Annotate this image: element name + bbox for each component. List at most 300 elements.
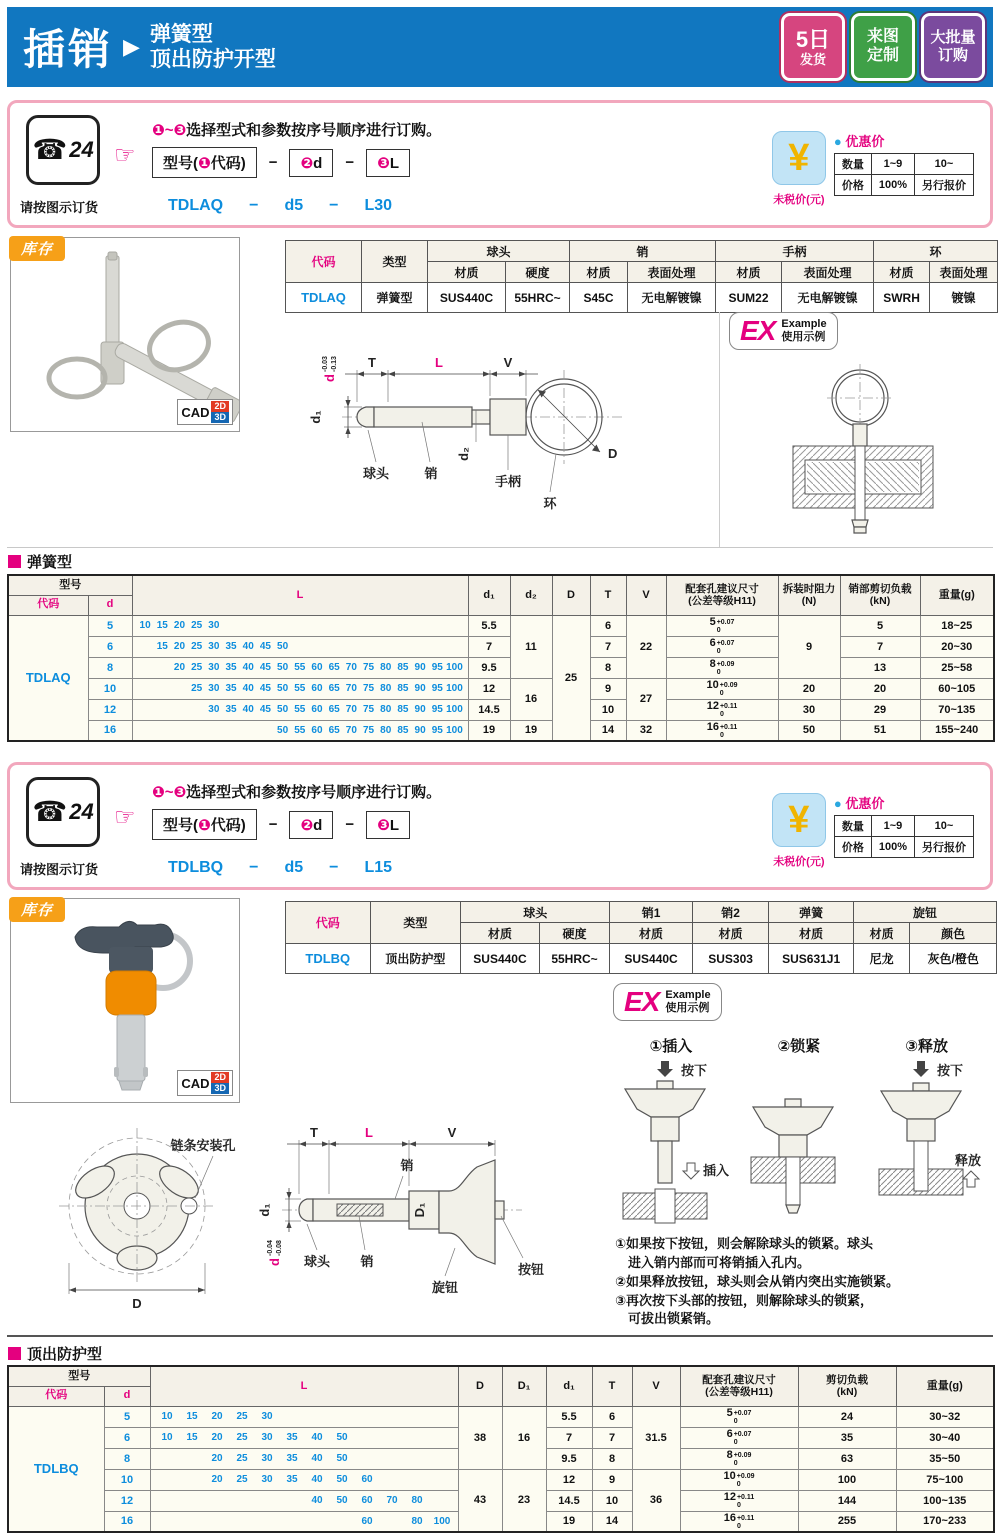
spec-cell: S45C bbox=[570, 283, 628, 313]
cell-hole: 10 +0.09 0 bbox=[666, 678, 778, 699]
table-row bbox=[834, 837, 973, 858]
spec-cell: 顶出防护型 bbox=[370, 944, 461, 974]
cell-weight: 70~135 bbox=[920, 699, 994, 720]
sub-header: 表面处理 bbox=[628, 262, 716, 283]
cell-D: 25 bbox=[552, 615, 590, 741]
col-header-D1: D₁ bbox=[502, 1366, 546, 1406]
cell-d: 6 bbox=[88, 636, 132, 657]
spec-cell: 55HRC~ bbox=[539, 944, 610, 974]
dim-D: D bbox=[132, 1296, 142, 1311]
cad-link[interactable] bbox=[177, 1070, 233, 1096]
price-cell: 10~ bbox=[915, 154, 974, 175]
badge-text: 订购 bbox=[937, 47, 968, 64]
product-photo-box bbox=[10, 898, 240, 1103]
cell-d: 5 bbox=[104, 1406, 150, 1427]
subtitle-line2: 顶出防护开型 bbox=[149, 48, 276, 71]
cell-d1: 7 bbox=[546, 1427, 592, 1448]
cell-T: 7 bbox=[590, 636, 626, 657]
price-cell: 1~9 bbox=[871, 816, 914, 837]
cell-weight: 30~32 bbox=[896, 1406, 994, 1427]
cell-hole: 8 +0.09 0 bbox=[666, 657, 778, 678]
usage-example-box bbox=[607, 983, 991, 1331]
cell-V: 31.5 bbox=[632, 1406, 680, 1469]
price-cell: 100% bbox=[871, 175, 914, 196]
cell-hole: 5 +0.07 0 bbox=[666, 615, 778, 636]
dash: − bbox=[329, 859, 339, 876]
group-header-handle: 手柄 bbox=[716, 241, 874, 262]
formula-box-L bbox=[366, 811, 410, 839]
cell-resistance: 30 bbox=[778, 699, 840, 720]
cell-d2: 19 bbox=[510, 720, 552, 741]
cell-d1: 19 bbox=[546, 1511, 592, 1532]
cell-shear: 100 bbox=[798, 1469, 896, 1490]
cell-T: 14 bbox=[590, 720, 626, 741]
cell-d1: 14.5 bbox=[468, 699, 510, 720]
sub-header: 材质 bbox=[874, 262, 930, 283]
section-label-text: 弹簧型 bbox=[27, 554, 73, 571]
price-table bbox=[834, 815, 974, 858]
col-header-code: 代码 bbox=[8, 595, 88, 615]
cell-V: 36 bbox=[632, 1469, 680, 1532]
price-panel bbox=[772, 793, 974, 869]
spec-cell: SUS440C bbox=[428, 283, 506, 313]
phone-24-icon bbox=[26, 115, 100, 185]
label-ring: 环 bbox=[543, 496, 557, 511]
cell-shear: 255 bbox=[798, 1511, 896, 1532]
label-knob: 旋钮 bbox=[431, 1280, 459, 1295]
table-row bbox=[286, 902, 997, 923]
table-row bbox=[8, 1366, 994, 1386]
cell-hole: 16 +0.11 0 bbox=[680, 1511, 798, 1532]
sub-header: 材质 bbox=[461, 923, 540, 944]
order-caption: 请按图示订货 bbox=[20, 862, 99, 877]
cell-d: 6 bbox=[104, 1427, 150, 1448]
step-markers: ❶~❸ bbox=[152, 784, 187, 801]
cell-d2: 16 bbox=[510, 678, 552, 720]
order-formula bbox=[152, 147, 410, 178]
cell-d2: 11 bbox=[510, 615, 552, 678]
dim-d: d bbox=[267, 1258, 282, 1266]
cell-d1: 5.5 bbox=[546, 1406, 592, 1427]
table-row bbox=[8, 657, 994, 678]
cell-d1: 7 bbox=[468, 636, 510, 657]
price-title-text: 优惠价 bbox=[845, 134, 885, 149]
price-cell: 数量 bbox=[834, 154, 871, 175]
label-pin: 销 bbox=[424, 466, 438, 481]
dash: − bbox=[268, 154, 278, 171]
cell-shear: 29 bbox=[840, 699, 920, 720]
price-panel bbox=[772, 131, 974, 207]
col-header-T: T bbox=[592, 1366, 632, 1406]
cell-d: 16 bbox=[88, 720, 132, 741]
col-header-shear: 销部剪切负载 (kN) bbox=[840, 575, 920, 615]
order-example bbox=[168, 197, 392, 215]
example-model-code: TDLBQ bbox=[168, 859, 224, 876]
sub-header: 表面处理 bbox=[782, 262, 874, 283]
step-label-release: ③释放 bbox=[905, 1038, 948, 1055]
col-header-code: 代码 bbox=[286, 902, 371, 944]
arrow-icon: ▶ bbox=[123, 34, 140, 59]
dim-T: T bbox=[368, 355, 376, 370]
tech-drawing-spring-pin bbox=[300, 312, 720, 544]
sub-header: 硬度 bbox=[539, 923, 610, 944]
table-row bbox=[286, 283, 998, 313]
phone-24-number: 24 bbox=[69, 137, 94, 162]
note-line: 进入销内部而可将销插入孔内。 bbox=[615, 1254, 811, 1270]
formula-box-d bbox=[289, 811, 333, 839]
sub-header: 硬度 bbox=[506, 262, 570, 283]
cell-D: 43 bbox=[458, 1469, 502, 1532]
example-step-figures bbox=[607, 1059, 991, 1231]
cell-weight: 75~100 bbox=[896, 1469, 994, 1490]
cell-shear: 51 bbox=[840, 720, 920, 741]
cell-T: 9 bbox=[592, 1469, 632, 1490]
col-header-V: V bbox=[626, 575, 666, 615]
formula-box-model bbox=[152, 809, 257, 840]
step-2-marker: ❷ bbox=[300, 816, 314, 834]
group-header-knob: 旋钮 bbox=[853, 902, 996, 923]
cell-D1: 16 bbox=[502, 1406, 546, 1469]
sub-header: 材质 bbox=[428, 262, 506, 283]
cad-2d-tag: 2D bbox=[211, 401, 229, 412]
formula-text: 代码) bbox=[210, 817, 246, 834]
table-row bbox=[834, 154, 973, 175]
example-d-value: d5 bbox=[284, 859, 304, 876]
usage-example-drawing bbox=[729, 358, 991, 543]
label-pin-top: 销 bbox=[400, 1158, 414, 1173]
label-chain-hole: 链条安装孔 bbox=[170, 1138, 236, 1153]
sub-header: 材质 bbox=[570, 262, 628, 283]
cell-shear: 24 bbox=[798, 1406, 896, 1427]
cell-D1: 23 bbox=[502, 1469, 546, 1532]
sub-header: 材质 bbox=[692, 923, 769, 944]
col-header-D: D bbox=[458, 1366, 502, 1406]
formula-box-d bbox=[289, 149, 333, 177]
phone-24-icon bbox=[26, 777, 100, 847]
sub-header: 材质 bbox=[610, 923, 693, 944]
example-L-value: L30 bbox=[364, 197, 393, 214]
sub-header: 材质 bbox=[853, 923, 909, 944]
group-header-ball: 球头 bbox=[428, 241, 570, 262]
badge-text: 5日 bbox=[795, 26, 831, 52]
spec-cell: SUS303 bbox=[692, 944, 769, 974]
cell-d: 10 bbox=[88, 678, 132, 699]
label-ball-head: 球头 bbox=[303, 1254, 331, 1269]
group-header-ring: 环 bbox=[874, 241, 998, 262]
price-table bbox=[834, 153, 974, 196]
insert-label: 插入 bbox=[703, 1163, 730, 1178]
badge-5day-shipping bbox=[781, 13, 845, 81]
cell-L-list: 20 25 30 35 40 50 bbox=[150, 1448, 458, 1469]
sub-header: 材质 bbox=[769, 923, 854, 944]
spec-cell: 灰色/橙色 bbox=[910, 944, 997, 974]
spring-type-table bbox=[7, 574, 995, 742]
example-L-value: L15 bbox=[364, 859, 393, 876]
ex-caption-cn: 使用示例 bbox=[665, 1002, 710, 1014]
order-guide-tdlaq bbox=[7, 100, 993, 228]
badge-text: 发货 bbox=[799, 51, 826, 67]
page-title: 插销 bbox=[23, 26, 114, 73]
table-row bbox=[834, 816, 973, 837]
bullet-icon: ● bbox=[833, 796, 842, 811]
dim-d-sup: -0.03 bbox=[322, 356, 329, 372]
cell-d: 5 bbox=[88, 615, 132, 636]
cell-hole: 16 +0.11 0 bbox=[666, 720, 778, 741]
col-header-d: d bbox=[88, 595, 132, 615]
cell-d1: 9.5 bbox=[468, 657, 510, 678]
step-1-marker: ❶ bbox=[198, 817, 211, 834]
note-line: ②如果释放按钮，球头则会从销内突出实施锁紧。 bbox=[615, 1273, 900, 1289]
spec-cell: SUS631J1 bbox=[769, 944, 854, 974]
step-figure-release bbox=[863, 1059, 991, 1231]
cell-T: 10 bbox=[592, 1490, 632, 1511]
col-header-shear: 剪切负载 (kN) bbox=[798, 1366, 896, 1406]
dim-d2: d₂ bbox=[456, 447, 471, 461]
sub-header: 颜色 bbox=[910, 923, 997, 944]
cell-weight: 170~233 bbox=[896, 1511, 994, 1532]
step-1-marker: ❶ bbox=[198, 155, 211, 172]
col-header-weight: 重量(g) bbox=[920, 575, 994, 615]
step-label-lock: ②锁紧 bbox=[777, 1038, 821, 1055]
cad-2d-tag: 2D bbox=[211, 1072, 229, 1083]
table-row bbox=[8, 678, 994, 699]
cell-shear: 7 bbox=[840, 636, 920, 657]
sub-header: 表面处理 bbox=[930, 262, 998, 283]
dim-T: T bbox=[310, 1125, 318, 1140]
tax-note: 未税价(元) bbox=[773, 856, 825, 868]
cell-weight: 60~105 bbox=[920, 678, 994, 699]
spec-cell: 55HRC~ bbox=[506, 283, 570, 313]
discount-price-title bbox=[834, 131, 974, 150]
badge-bulk-order bbox=[921, 13, 985, 81]
example-steps bbox=[607, 1035, 991, 1056]
cell-weight: 20~30 bbox=[920, 636, 994, 657]
section-marker-icon bbox=[8, 555, 21, 568]
col-header-d1: d₁ bbox=[546, 1366, 592, 1406]
col-header-model: 型号 bbox=[8, 1366, 150, 1386]
step-2-marker: ❷ bbox=[300, 154, 314, 172]
order-guide-tdlbq bbox=[7, 762, 993, 890]
cell-hole: 10 +0.09 0 bbox=[680, 1469, 798, 1490]
page-header bbox=[7, 7, 993, 87]
dash: − bbox=[345, 154, 355, 171]
col-header-weight: 重量(g) bbox=[896, 1366, 994, 1406]
release-label: 释放 bbox=[955, 1153, 982, 1168]
col-header-type: 类型 bbox=[362, 241, 428, 283]
col-header-resistance: 拆装时阻力 (N) bbox=[778, 575, 840, 615]
cell-hole: 5 +0.07 0 bbox=[680, 1406, 798, 1427]
price-title-text: 优惠价 bbox=[845, 796, 885, 811]
note-line: ③再次按下头部的按钮，则解除球头的锁紧， bbox=[615, 1292, 874, 1308]
col-header-V: V bbox=[632, 1366, 680, 1406]
dim-d-sup: -0.04 bbox=[267, 1240, 274, 1256]
cell-shear: 63 bbox=[798, 1448, 896, 1469]
cell-hole: 12 +0.11 0 bbox=[680, 1490, 798, 1511]
price-cell: 另行报价 bbox=[915, 175, 974, 196]
price-cell: 价格 bbox=[834, 837, 871, 858]
dim-d-sub: -0.08 bbox=[276, 1240, 283, 1256]
cad-link[interactable] bbox=[177, 399, 233, 425]
cell-shear: 13 bbox=[840, 657, 920, 678]
cell-hole: 12 +0.11 0 bbox=[666, 699, 778, 720]
formula-text: 代码) bbox=[210, 155, 246, 172]
cell-d1: 14.5 bbox=[546, 1490, 592, 1511]
product-photo-box bbox=[10, 237, 240, 432]
cad-3d-tag: 3D bbox=[211, 412, 229, 423]
step-3-marker: ❸ bbox=[377, 816, 390, 834]
dim-V: V bbox=[503, 355, 513, 370]
cell-shear: 5 bbox=[840, 615, 920, 636]
eject-protect-table bbox=[7, 1365, 995, 1533]
label-ball-head: 球头 bbox=[362, 466, 390, 481]
col-header-model: 型号 bbox=[8, 575, 132, 595]
ex-caption-en: Example bbox=[665, 989, 711, 1002]
cell-L-list: 25 30 35 40 45 50 55 60 65 70 75 80 85 90 95 100 bbox=[132, 678, 468, 699]
badge-text: 大批量 bbox=[930, 29, 976, 47]
dash: − bbox=[345, 816, 355, 833]
subtitle-line1: 弹簧型 bbox=[149, 22, 213, 46]
cell-L-list: 20 25 30 35 40 45 50 55 60 65 70 75 80 85 90 95 100 bbox=[132, 657, 468, 678]
dash: − bbox=[329, 197, 339, 214]
step-figure-insert bbox=[607, 1059, 735, 1231]
phone-glyph: ☎ bbox=[32, 134, 68, 165]
price-cell: 价格 bbox=[834, 175, 871, 196]
spring-type-section bbox=[7, 232, 993, 548]
dim-L: L bbox=[435, 355, 443, 370]
cell-resistance: 9 bbox=[778, 615, 840, 678]
formula-text: L bbox=[389, 154, 399, 172]
order-formula bbox=[152, 809, 410, 840]
page-subtitle bbox=[150, 22, 276, 72]
formula-text: d bbox=[313, 154, 323, 172]
dim-d1: d₁ bbox=[257, 1203, 272, 1217]
cell-D: 38 bbox=[458, 1406, 502, 1469]
table-row bbox=[8, 699, 994, 720]
table-row bbox=[286, 944, 997, 974]
col-header-L: L bbox=[132, 575, 468, 615]
formula-text: L bbox=[389, 816, 399, 834]
instruction-text: 选择型式和参数按序号顺序进行订购。 bbox=[186, 122, 442, 139]
col-header-hole: 配套孔建议尺寸 (公差等级H11) bbox=[666, 575, 778, 615]
model-code: TDLAQ bbox=[286, 283, 362, 313]
dim-D: D bbox=[608, 446, 618, 461]
group-header-ball: 球头 bbox=[461, 902, 610, 923]
cell-d: 8 bbox=[88, 657, 132, 678]
step-figure-lock bbox=[735, 1059, 863, 1231]
col-header-L: L bbox=[150, 1366, 458, 1406]
cell-shear: 20 bbox=[840, 678, 920, 699]
phone-glyph: ☎ bbox=[32, 796, 68, 827]
spec-cell: 无电解镀镍 bbox=[628, 283, 716, 313]
cell-weight: 18~25 bbox=[920, 615, 994, 636]
dash: − bbox=[249, 197, 259, 214]
ex-logo-text: EX bbox=[624, 986, 660, 1017]
cell-d: 8 bbox=[104, 1448, 150, 1469]
spec-cell: SWRH bbox=[874, 283, 930, 313]
cell-d: 10 bbox=[104, 1469, 150, 1490]
bullet-icon: ● bbox=[833, 134, 842, 149]
table-row bbox=[834, 175, 973, 196]
yen-icon: ¥ bbox=[772, 131, 826, 185]
group-header-pin: 销 bbox=[570, 241, 716, 262]
price-cell: 数量 bbox=[834, 816, 871, 837]
discount-price-title bbox=[834, 793, 974, 812]
table-row bbox=[8, 636, 994, 657]
cell-T: 8 bbox=[590, 657, 626, 678]
formula-text: d bbox=[313, 816, 323, 834]
formula-text: 型号( bbox=[163, 817, 198, 834]
section-label-text: 顶出防护型 bbox=[27, 1346, 103, 1363]
step-markers: ❶~❸ bbox=[152, 122, 187, 139]
order-instruction bbox=[152, 119, 441, 140]
dim-d-sub: -0.13 bbox=[331, 356, 338, 372]
dash: − bbox=[268, 816, 278, 833]
sub-header: 材质 bbox=[716, 262, 782, 283]
price-cell: 100% bbox=[871, 837, 914, 858]
col-header-code: 代码 bbox=[286, 241, 362, 283]
example-logo bbox=[613, 983, 722, 1021]
cell-T: 10 bbox=[590, 699, 626, 720]
table-row bbox=[8, 615, 994, 636]
cell-d1: 19 bbox=[468, 720, 510, 741]
cell-L-list: 40 50 60 70 80 bbox=[150, 1490, 458, 1511]
group-header-pin1: 销1 bbox=[610, 902, 693, 923]
cell-T: 9 bbox=[590, 678, 626, 699]
cell-L-list: 30 35 40 45 50 55 60 65 70 75 80 85 90 95 100 bbox=[132, 699, 468, 720]
order-example bbox=[168, 859, 392, 877]
cell-d: 12 bbox=[104, 1490, 150, 1511]
step-3-marker: ❸ bbox=[377, 154, 390, 172]
formula-text: 型号( bbox=[163, 155, 198, 172]
eject-protect-section bbox=[7, 893, 993, 1337]
badge-custom-drawing bbox=[851, 13, 915, 81]
table-row bbox=[8, 1406, 994, 1427]
label-pin-bottom: 销 bbox=[360, 1254, 374, 1269]
col-header-hole: 配套孔建议尺寸 (公差等级H11) bbox=[680, 1366, 798, 1406]
spec-cell: 尼龙 bbox=[853, 944, 909, 974]
price-cell: 1~9 bbox=[871, 154, 914, 175]
usage-notes bbox=[615, 1235, 899, 1329]
cell-L-list: 10 15 20 25 30 35 40 50 bbox=[150, 1427, 458, 1448]
section-label-spring bbox=[8, 551, 72, 572]
order-caption: 请按图示订货 bbox=[20, 200, 99, 215]
spec-cell: 镀镍 bbox=[930, 283, 998, 313]
cell-shear: 144 bbox=[798, 1490, 896, 1511]
cell-weight: 100~135 bbox=[896, 1490, 994, 1511]
cell-L-list: 60 80 100 bbox=[150, 1511, 458, 1532]
cad-label: CAD bbox=[181, 404, 210, 420]
cell-weight: 30~40 bbox=[896, 1427, 994, 1448]
badge-text: 来图 bbox=[866, 28, 899, 46]
cell-L-list: 50 55 60 65 70 75 80 85 90 95 100 bbox=[132, 720, 468, 741]
cell-d: 12 bbox=[88, 699, 132, 720]
cell-T: 7 bbox=[592, 1427, 632, 1448]
cell-L-list: 15 20 25 30 35 40 45 50 bbox=[132, 636, 468, 657]
stock-badge: 库存 bbox=[9, 236, 65, 261]
cell-weight: 25~58 bbox=[920, 657, 994, 678]
dim-V: V bbox=[447, 1125, 457, 1140]
ex-caption-cn: 使用示例 bbox=[781, 331, 826, 343]
usage-example-box bbox=[729, 312, 991, 544]
cell-d1: 9.5 bbox=[546, 1448, 592, 1469]
phone-24-number: 24 bbox=[69, 799, 94, 824]
label-button: 按钮 bbox=[517, 1262, 545, 1277]
price-cell: 另行报价 bbox=[915, 837, 974, 858]
ex-caption-en: Example bbox=[781, 318, 827, 331]
dim-d: d bbox=[322, 374, 337, 382]
formula-box-L bbox=[366, 149, 410, 177]
cell-V: 27 bbox=[626, 678, 666, 720]
